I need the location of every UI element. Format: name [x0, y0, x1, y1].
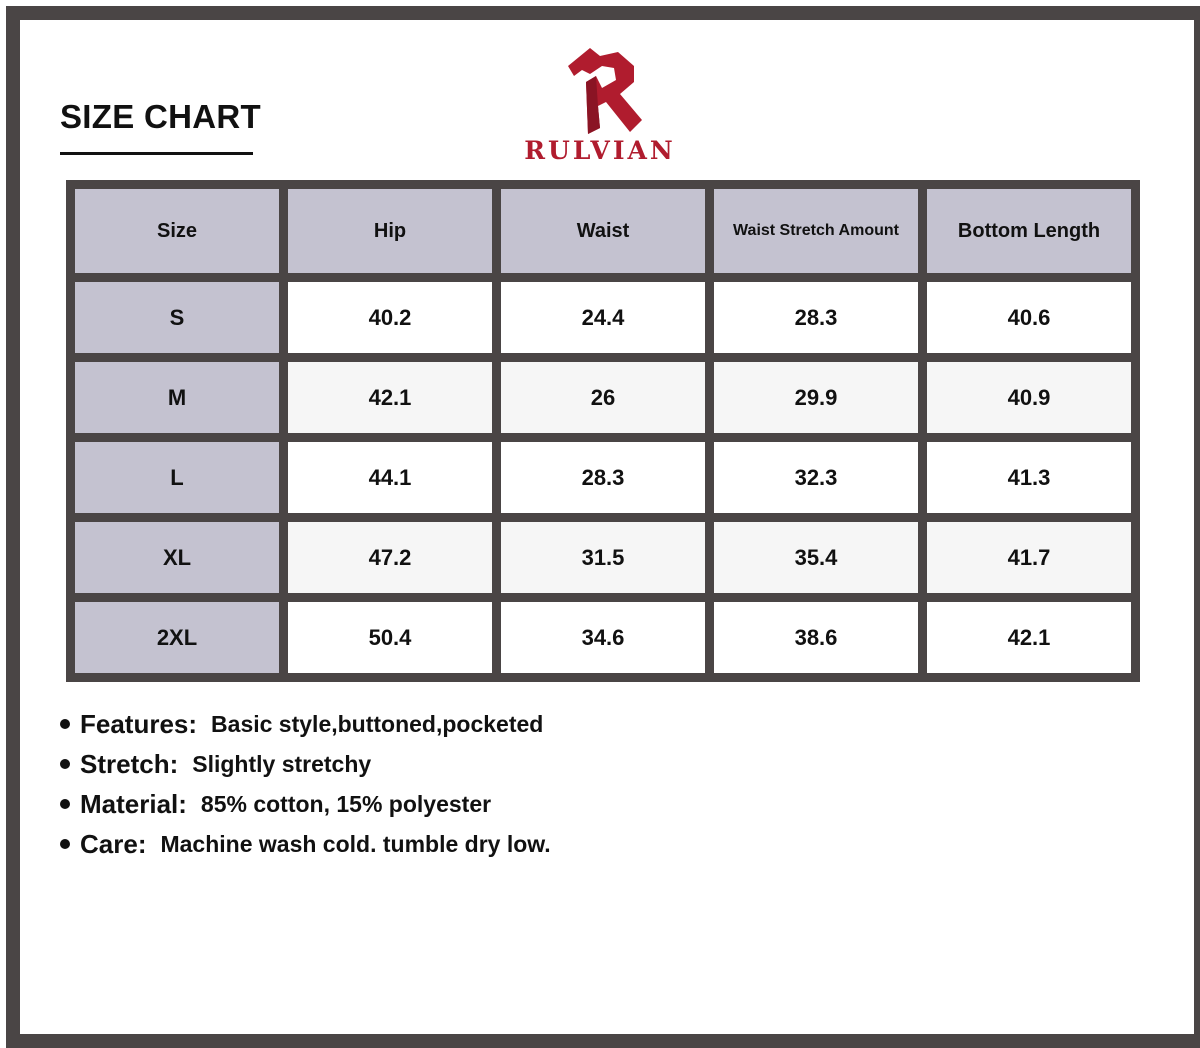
bullet-icon	[60, 719, 70, 729]
feature-value: Machine wash cold. tumble dry low.	[160, 830, 551, 857]
waist-cell: 24.4	[501, 282, 705, 353]
hip-cell: 40.2	[288, 282, 492, 353]
feature-label: Material:	[80, 788, 187, 819]
brand-r-mark-icon	[560, 42, 644, 136]
brand-name: RULVIAN	[524, 136, 676, 165]
size-cell: 2XL	[75, 602, 279, 673]
table-row	[75, 602, 1131, 673]
hip-cell: 42.1	[288, 362, 492, 433]
hip-cell: 44.1	[288, 442, 492, 513]
waist-cell: 26	[501, 362, 705, 433]
page-title: SIZE CHART	[60, 98, 261, 135]
feature-label: Stretch:	[80, 748, 179, 779]
table-row	[75, 522, 1131, 593]
hip-cell: 50.4	[288, 602, 492, 673]
feature-label: Care:	[80, 828, 147, 859]
bottom-length-cell: 42.1	[927, 602, 1131, 673]
header-size: Size	[75, 189, 279, 273]
waist-cell: 34.6	[501, 602, 705, 673]
feature-value: Basic style,buttoned,pocketed	[211, 710, 544, 737]
waist-stretch-cell: 38.6	[714, 602, 918, 673]
feature-value: 85% cotton, 15% polyester	[200, 790, 492, 817]
table-header-row	[75, 189, 1131, 273]
bullet-icon	[60, 759, 70, 769]
list-item	[60, 704, 551, 744]
brand-logo	[500, 40, 700, 170]
bottom-length-cell: 41.3	[927, 442, 1131, 513]
bottom-length-cell: 40.9	[927, 362, 1131, 433]
size-cell: XL	[75, 522, 279, 593]
feature-label: Features:	[80, 708, 198, 739]
hip-cell: 47.2	[288, 522, 492, 593]
feature-list	[60, 704, 551, 864]
waist-stretch-cell: 32.3	[714, 442, 918, 513]
waist-stretch-cell: 35.4	[714, 522, 918, 593]
header-waist-stretch: Waist Stretch Amount	[714, 189, 918, 273]
size-cell: L	[75, 442, 279, 513]
list-item	[60, 784, 551, 824]
table-row	[75, 362, 1131, 433]
list-item	[60, 744, 551, 784]
waist-stretch-cell: 29.9	[714, 362, 918, 433]
waist-cell: 28.3	[501, 442, 705, 513]
size-table	[66, 180, 1140, 682]
title-underline	[60, 152, 253, 155]
header-waist: Waist	[501, 189, 705, 273]
list-item	[60, 824, 551, 864]
waist-cell: 31.5	[501, 522, 705, 593]
bullet-icon	[60, 839, 70, 849]
bullet-icon	[60, 799, 70, 809]
waist-stretch-cell: 28.3	[714, 282, 918, 353]
bottom-length-cell: 41.7	[927, 522, 1131, 593]
bottom-length-cell: 40.6	[927, 282, 1131, 353]
header-hip: Hip	[288, 189, 492, 273]
feature-value: Slightly stretchy	[192, 750, 372, 777]
size-cell: S	[75, 282, 279, 353]
table-row	[75, 442, 1131, 513]
size-cell: M	[75, 362, 279, 433]
table-row	[75, 282, 1131, 353]
header-bottom-length: Bottom Length	[927, 189, 1131, 273]
